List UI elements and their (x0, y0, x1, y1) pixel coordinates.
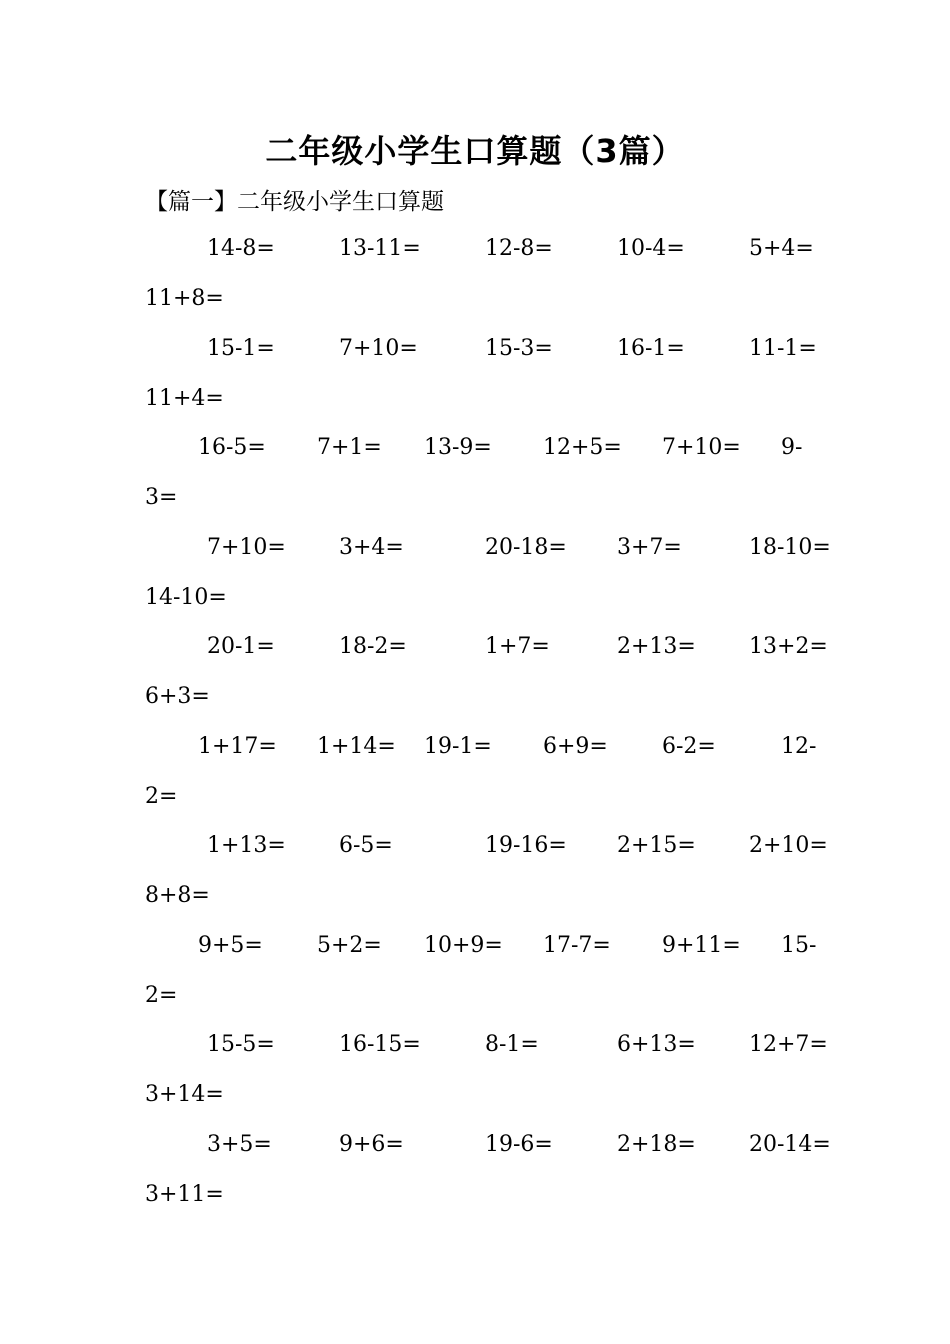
arithmetic-problem: 10-4= (617, 236, 685, 261)
arithmetic-problem: 16-1= (617, 336, 685, 361)
arithmetic-problem: 7+1= (317, 435, 382, 460)
arithmetic-problem-wrapped: 2= (145, 983, 178, 1008)
arithmetic-problem: 14-8= (207, 236, 275, 261)
arithmetic-problem: 3+7= (617, 535, 682, 560)
arithmetic-problem: 1+13= (207, 833, 286, 858)
arithmetic-problem: 12-8= (485, 236, 553, 261)
arithmetic-problem: 15-1= (207, 336, 275, 361)
arithmetic-problem: 2+15= (617, 833, 696, 858)
arithmetic-problem: 7+10= (207, 535, 286, 560)
arithmetic-problem: 13-9= (424, 435, 492, 460)
arithmetic-problem: 9- (781, 435, 803, 460)
arithmetic-problem: 12+7= (749, 1032, 828, 1057)
arithmetic-problem: 13-11= (339, 236, 421, 261)
arithmetic-problem-wrapped: 6+3= (145, 684, 210, 709)
arithmetic-problem-wrapped: 8+8= (145, 883, 210, 908)
arithmetic-problem: 16-5= (198, 435, 266, 460)
arithmetic-problem: 5+2= (317, 933, 382, 958)
arithmetic-problem-wrapped: 3= (145, 485, 178, 510)
arithmetic-problem: 13+2= (749, 634, 828, 659)
problem-row (0, 734, 950, 834)
arithmetic-problem: 6-5= (339, 833, 393, 858)
problem-row (0, 336, 950, 436)
section-heading: 【篇一】二年级小学生口算题 (145, 189, 444, 215)
arithmetic-problem: 1+17= (198, 734, 277, 759)
arithmetic-problem: 20-1= (207, 634, 275, 659)
problem-row (0, 1032, 950, 1132)
arithmetic-problem-wrapped: 2= (145, 784, 178, 809)
arithmetic-problem-wrapped: 11+4= (145, 386, 224, 411)
problem-row (0, 933, 950, 1033)
arithmetic-problem: 6+9= (543, 734, 608, 759)
arithmetic-problem: 15-5= (207, 1032, 275, 1057)
problem-row (0, 535, 950, 635)
arithmetic-problem: 15-3= (485, 336, 553, 361)
arithmetic-problem: 12- (781, 734, 817, 759)
arithmetic-problem: 20-14= (749, 1132, 831, 1157)
arithmetic-problem: 6+13= (617, 1032, 696, 1057)
problem-row (0, 1132, 950, 1232)
arithmetic-problem-wrapped: 11+8= (145, 286, 224, 311)
arithmetic-problem-wrapped: 3+11= (145, 1182, 224, 1207)
arithmetic-problem: 7+10= (339, 336, 418, 361)
arithmetic-problem: 2+18= (617, 1132, 696, 1157)
arithmetic-problem: 6-2= (662, 734, 716, 759)
arithmetic-problem: 18-2= (339, 634, 407, 659)
arithmetic-problem: 2+10= (749, 833, 828, 858)
arithmetic-problem: 19-1= (424, 734, 492, 759)
arithmetic-problem: 9+5= (198, 933, 263, 958)
arithmetic-problem: 12+5= (543, 435, 622, 460)
arithmetic-problem: 19-16= (485, 833, 567, 858)
arithmetic-problem: 7+10= (662, 435, 741, 460)
arithmetic-problem: 16-15= (339, 1032, 421, 1057)
arithmetic-problem: 5+4= (749, 236, 814, 261)
arithmetic-problem: 18-10= (749, 535, 831, 560)
arithmetic-problem: 1+14= (317, 734, 396, 759)
arithmetic-problem-wrapped: 3+14= (145, 1082, 224, 1107)
problem-row (0, 833, 950, 933)
problem-row (0, 236, 950, 336)
arithmetic-problem: 3+4= (339, 535, 404, 560)
arithmetic-problem: 19-6= (485, 1132, 553, 1157)
problem-row (0, 435, 950, 535)
arithmetic-problem: 8-1= (485, 1032, 539, 1057)
arithmetic-problem: 2+13= (617, 634, 696, 659)
arithmetic-problem: 9+6= (339, 1132, 404, 1157)
arithmetic-problem: 20-18= (485, 535, 567, 560)
arithmetic-problem: 10+9= (424, 933, 503, 958)
arithmetic-problem-wrapped: 14-10= (145, 585, 227, 610)
document-title: 二年级小学生口算题（3篇） (265, 132, 685, 170)
problem-row (0, 634, 950, 734)
arithmetic-problem: 9+11= (662, 933, 741, 958)
arithmetic-problem: 3+5= (207, 1132, 272, 1157)
arithmetic-problem: 1+7= (485, 634, 550, 659)
arithmetic-problem: 15- (781, 933, 817, 958)
arithmetic-problem: 11-1= (749, 336, 817, 361)
arithmetic-problem: 17-7= (543, 933, 611, 958)
